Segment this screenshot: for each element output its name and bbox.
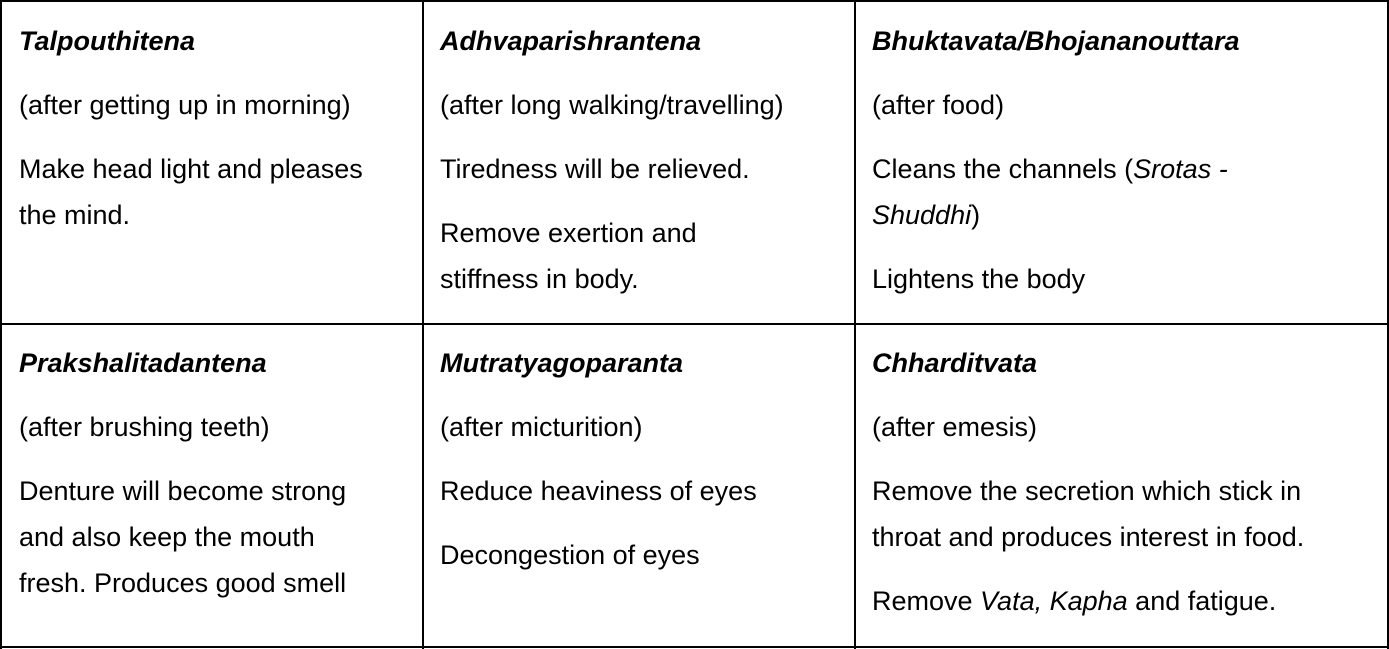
benefit-line: Make head light and pleases <box>19 154 363 184</box>
table-border-bottom <box>0 646 1389 648</box>
cell-subtitle: (after food) <box>872 90 1005 120</box>
table-cell-talpouthitena <box>19 18 363 238</box>
cell-subtitle: (after long walking/travelling) <box>440 90 784 120</box>
cell-subtitle: (after micturition) <box>440 412 643 442</box>
table-cell-prakshalitadantena <box>19 340 346 606</box>
cell-benefit <box>19 468 346 606</box>
benefit-text: Cleans the channels ( <box>872 154 1134 184</box>
cell-title: Mutratyagoparanta <box>440 348 684 378</box>
cell-title: Adhvaparishrantena <box>440 26 702 56</box>
table-cell-mutratyagoparanta <box>440 340 757 578</box>
cell-title: Bhuktavata/Bhojananouttara <box>872 26 1240 56</box>
benefit-line: throat and produces interest in food. <box>872 522 1305 552</box>
benefit-line: Denture will become strong <box>19 476 347 506</box>
benefit-line: and also keep the mouth <box>19 522 315 552</box>
benefit-text: ) <box>971 200 981 230</box>
table-border-top <box>0 0 1389 2</box>
cell-subtitle: (after getting up in morning) <box>19 90 351 120</box>
row-divider <box>0 323 1389 325</box>
benefit-text: Remove <box>872 586 981 616</box>
cell-benefit <box>872 468 1304 560</box>
table-cell-bhuktavata <box>872 18 1240 302</box>
benefit-line: Remove the secretion which stick in <box>872 476 1302 506</box>
cell-benefit: Reduce heaviness of eyes <box>440 476 757 506</box>
table-cell-chharditvata <box>872 340 1304 624</box>
benefit-line: stiffness in body. <box>440 264 639 294</box>
benefit-line: Remove exertion and <box>440 218 697 248</box>
cell-benefit: Lightens the body <box>872 264 1086 294</box>
cell-subtitle: (after emesis) <box>872 412 1038 442</box>
cell-benefit <box>440 210 784 302</box>
cell-benefit <box>872 578 1304 624</box>
cell-title: Prakshalitadantena <box>19 348 267 378</box>
benefit-term: Vata, Kapha <box>980 586 1128 616</box>
cell-benefit: Tiredness will be relieved. <box>440 154 750 184</box>
benefit-line: the mind. <box>19 200 131 230</box>
table-cell-adhvaparishrantena <box>440 18 784 302</box>
benefit-term: Srotas - <box>1133 154 1228 184</box>
cell-benefit <box>872 146 1240 238</box>
benefit-text: and fatigue. <box>1127 586 1277 616</box>
cell-benefit <box>19 146 363 238</box>
cell-title: Chharditvata <box>872 348 1038 378</box>
benefit-line: fresh. Produces good smell <box>19 568 347 598</box>
cell-subtitle: (after brushing teeth) <box>19 412 270 442</box>
cell-benefit: Decongestion of eyes <box>440 540 700 570</box>
cell-title: Talpouthitena <box>19 26 195 56</box>
benefit-term: Shuddhi <box>872 200 972 230</box>
